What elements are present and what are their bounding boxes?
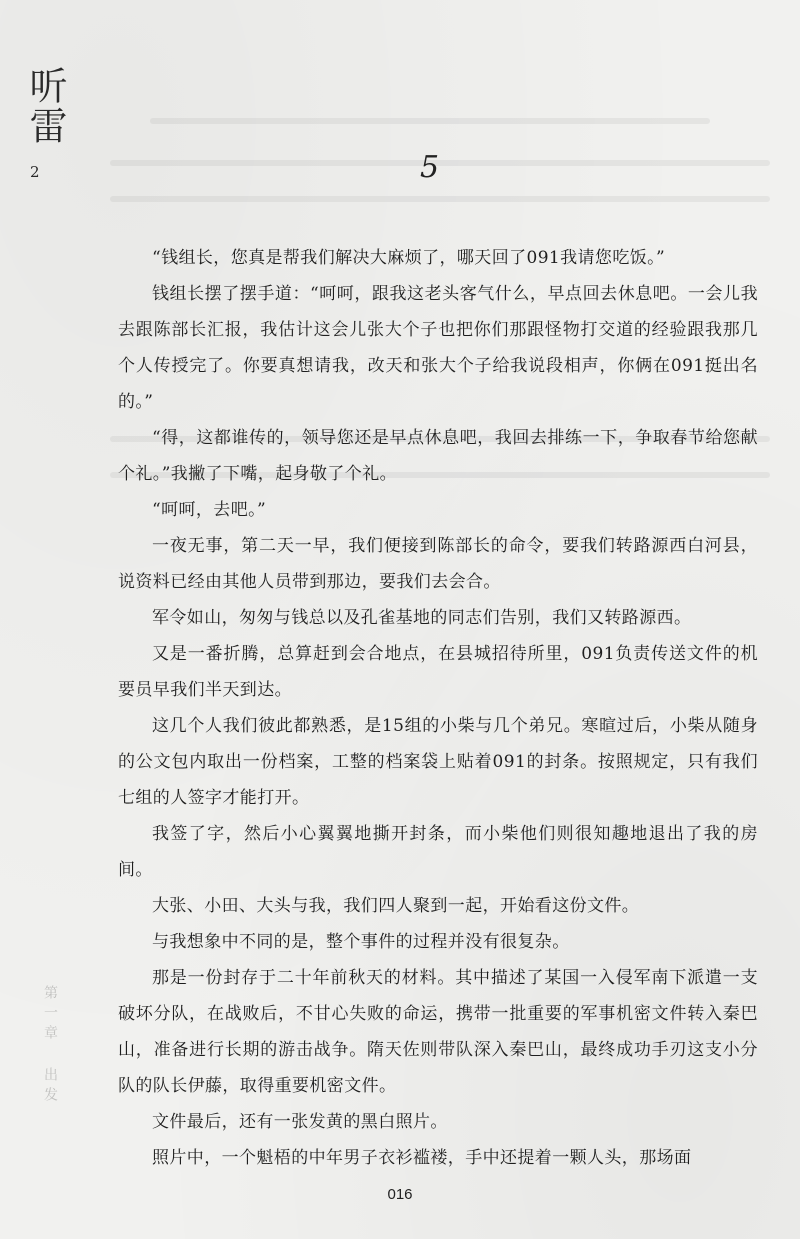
body-text <box>118 240 758 1176</box>
paragraph: “钱组长，您真是帮我们解决大麻烦了，哪天回了091我请您吃饭。” <box>152 248 666 268</box>
paragraph: 钱组长摆了摆手道：“呵呵，跟我这老头客气什么，早点回去休息吧。一会儿我去跟陈部长汇报，我估计这会儿张大个子也把你们那跟怪物打交道的经验跟我那几个人传授完了。你要真想请我，改天和张大个子给我说段相声，你俩在091挺出名的。” <box>118 284 758 412</box>
chapter-number: 5 <box>420 150 440 185</box>
paragraph: 又是一番折腾，总算赶到会合地点，在县城招待所里，091负责传送文件的机要员早我们半天到达。 <box>118 644 758 700</box>
page-number: 016 <box>387 1186 413 1203</box>
paragraph: 那是一份封存于二十年前秋天的材料。其中描述了某国一入侵军南下派遣一支破坏分队，在战败后，不甘心失败的命运，携带一批重要的军事机密文件转入秦巴山，准备进行长期的游击战争。隋天佐则带队深入秦巴山，最终成功手刃这支小分队的队长伊藤，取得重要机密文件。 <box>118 968 758 1096</box>
book-title: 听雷 <box>23 66 67 146</box>
paragraph: 一夜无事，第二天一早，我们便接到陈部长的命令，要我们转路源西白河县，说资料已经由其他人员带到那边，要我们去会合。 <box>118 536 758 592</box>
bleed-through-line <box>110 196 770 202</box>
bleed-through-line <box>110 160 770 166</box>
volume-number: 2 <box>30 163 40 181</box>
paragraph: 这几个人我们彼此都熟悉，是15组的小柴与几个弟兄。寒暄过后，小柴从随身的公文包内取出一份档案，工整的档案袋上贴着091的封条。按照规定，只有我们七组的人签字才能打开。 <box>118 716 758 808</box>
side-chapter-text: 第一章 出发 <box>42 985 58 1107</box>
paragraph: 照片中，一个魁梧的中年男子衣衫褴褛，手中还提着一颗人头，那场面 <box>152 1148 692 1168</box>
paragraph: 文件最后，还有一张发黄的黑白照片。 <box>152 1112 448 1132</box>
paragraph: 我签了字，然后小心翼翼地撕开封条，而小柴他们则很知趣地退出了我的房间。 <box>118 824 758 880</box>
paragraph: “呵呵，去吧。” <box>152 500 267 520</box>
paragraph: 与我想象中不同的是，整个事件的过程并没有很复杂。 <box>152 932 570 952</box>
bleed-through-line <box>150 118 710 124</box>
paragraph: 大张、小田、大头与我，我们四人聚到一起，开始看这份文件。 <box>152 896 640 916</box>
paragraph: 军令如山，匆匆与钱总以及孔雀基地的同志们告别，我们又转路源西。 <box>152 608 692 628</box>
paragraph: “得，这都谁传的，领导您还是早点休息吧，我回去排练一下，争取春节给您献个礼。”我撇了下嘴，起身敬了个礼。 <box>118 428 758 484</box>
